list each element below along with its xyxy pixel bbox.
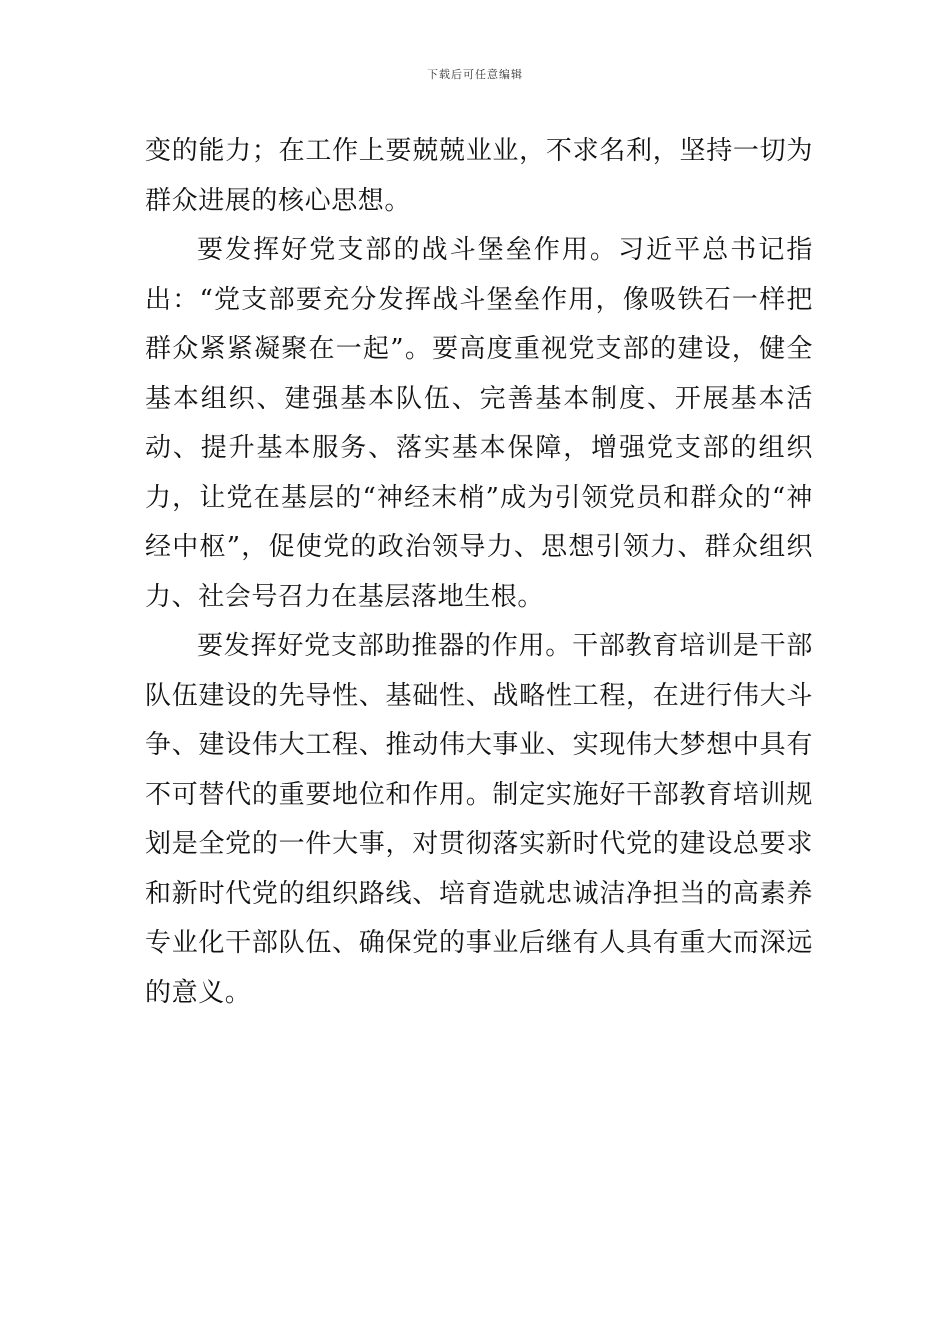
header-note: 下载后可任意编辑 bbox=[427, 68, 523, 81]
paragraph-party-branch-fortress: 要发挥好党支部的战斗堡垒作用。习近平总书记指出：“党支部要充分发挥战斗堡垒作用，像吸铁石一样把群众紧紧凝聚在一起”。要高度重视党支部的建设，健全基本组织、建强基本队伍、完善基本制度、开展基本活动、提升基本服务、落实基本保障，增强党支部的组织力，让党在基层的“神经末梢”成为引领党员和群众的“神经中枢”，促使党的政治领导力、思想引领力、群众组织力、社会号召力在基层落地生根。 bbox=[145, 235, 813, 612]
document-body bbox=[145, 127, 813, 1018]
paragraph-continuation: 变的能力；在工作上要兢兢业业，不求名利，坚持一切为群众进展的核心思想。 bbox=[145, 136, 813, 216]
paragraph-party-branch-booster: 要发挥好党支部助推器的作用。干部教育培训是干部队伍建设的先导性、基础性、战略性工程，在进行伟大斗争、建设伟大工程、推动伟大事业、实现伟大梦想中具有不可替代的重要地位和作用。制定实施好干部教育培训规划是全党的一件大事，对贯彻落实新时代党的建设总要求和新时代党的组织路线、培育造就忠诚洁净担当的高素养专业化干部队伍、确保党的事业后继有人具有重大而深远的意义。 bbox=[145, 631, 813, 1008]
